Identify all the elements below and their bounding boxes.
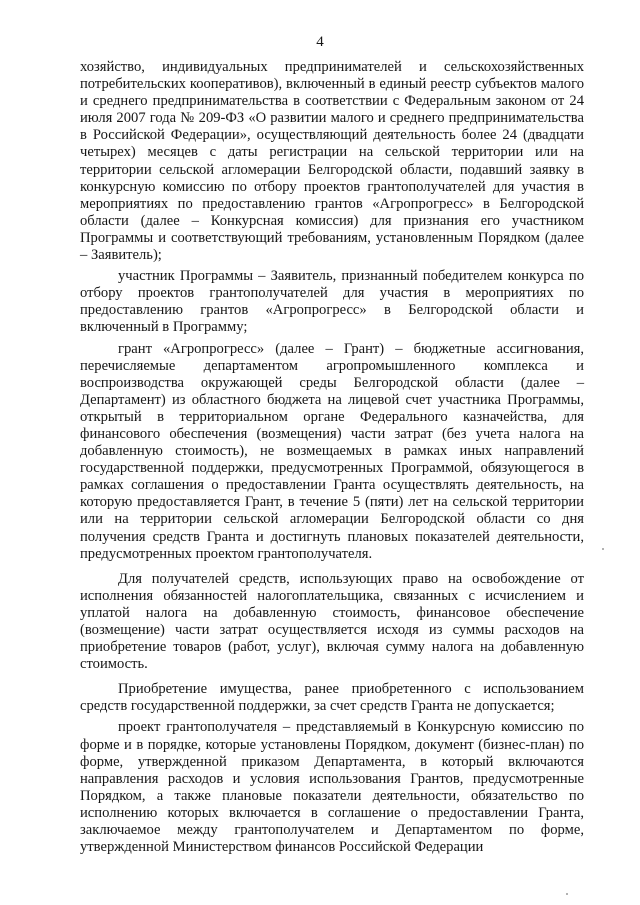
document-body <box>80 59 584 860</box>
paragraph-grant-definition: грант «Агропрогресс» (далее – Грант) – бюджетные ассигнования, перечисляемые департаментом агропромышленного комплекса и воспроизводства окружающей среды Белгородской области (далее – Департамент) из областного бюджета на лицевой счет участника Программы, открытый в территориальном органе Федерального казначейства, для финансового обеспечения (возмещения) части затрат (без учета налога на добавленную стоимость), не возмещаемых в рамках иных направлений государственной поддержки, предусмотренных Программой, обязующегося в рамках соглашения о предоставлении Гранта осуществлять деятельность, на которую предоставляется Грант, в течение 5 (пяти) лет на сельской территории или на территории сельской агломерации Белгородской области со дня получения средств Гранта и достигнуть плановых показателей деятельности, предусмотренных проектом грантополучателя. <box>80 340 584 562</box>
page-number: 4 <box>316 34 324 50</box>
paragraph-continued: хозяйство, индивидуальных предпринимателей и сельскохозяйственных потребительских кооперативов), включенный в единый реестр субъектов малого и среднего предпринимательства в соответствии с Федеральным законом от 24 июля 2007 года № 209-ФЗ «О развитии малого и среднего предпринимательства в Российской Федерации», осуществляющий деятельность более 24 (двадцати четырех) месяцев с даты регистрации на сельской территории или на территории сельской агломерации Белгородской области, подавший заявку в конкурсную комиссию по отбору проектов грантополучателей для участия в мероприятиях по предоставлению грантов «Агропрогресс» в Белгородской области (далее – Конкурсная комиссия) для признания его участником Программы и соответствующий требованиям, установленным Порядком (далее – Заявитель); <box>80 59 584 264</box>
scan-speck <box>602 548 604 550</box>
paragraph-vat-exemption: Для получателей средств, использующих право на освобождение от исполнения обязанностей налогоплательщика, связанных с исчислением и уплатой налога на добавленную стоимость, финансовое обеспечение (возмещение) части затрат осуществляется исходя из суммы расходов на приобретение товаров (работ, услуг), включая сумму налога на добавленную стоимость. <box>80 570 584 673</box>
scan-speck <box>566 893 568 895</box>
paragraph-property-acquisition: Приобретение имущества, ранее приобретенного с использованием средств государственной поддержки, за счет средств Гранта не допускается; <box>80 681 584 715</box>
paragraph-program-participant: участник Программы – Заявитель, признанный победителем конкурса по отбору проектов грантополучателей для участия в мероприятиях по предоставлению грантов «Агропрогресс» в Белгородской области и включенный в Программу; <box>80 268 584 336</box>
paragraph-grantee-project: проект грантополучателя – представляемый в Конкурсную комиссию по форме и в порядке, которые установлены Порядком, документ (бизнес-план) по форме, утвержденной приказом Департамента, в который включаются направления расходов и условия использования Грантов, предусмотренные Порядком, а также плановые показатели деятельности, обязательство по исполнению которых включается в соглашение о предоставлении Гранта, заключаемое между грантополучателем и Департаментом по форме, утвержденной Министерством финансов Российской Федерации <box>80 719 584 856</box>
